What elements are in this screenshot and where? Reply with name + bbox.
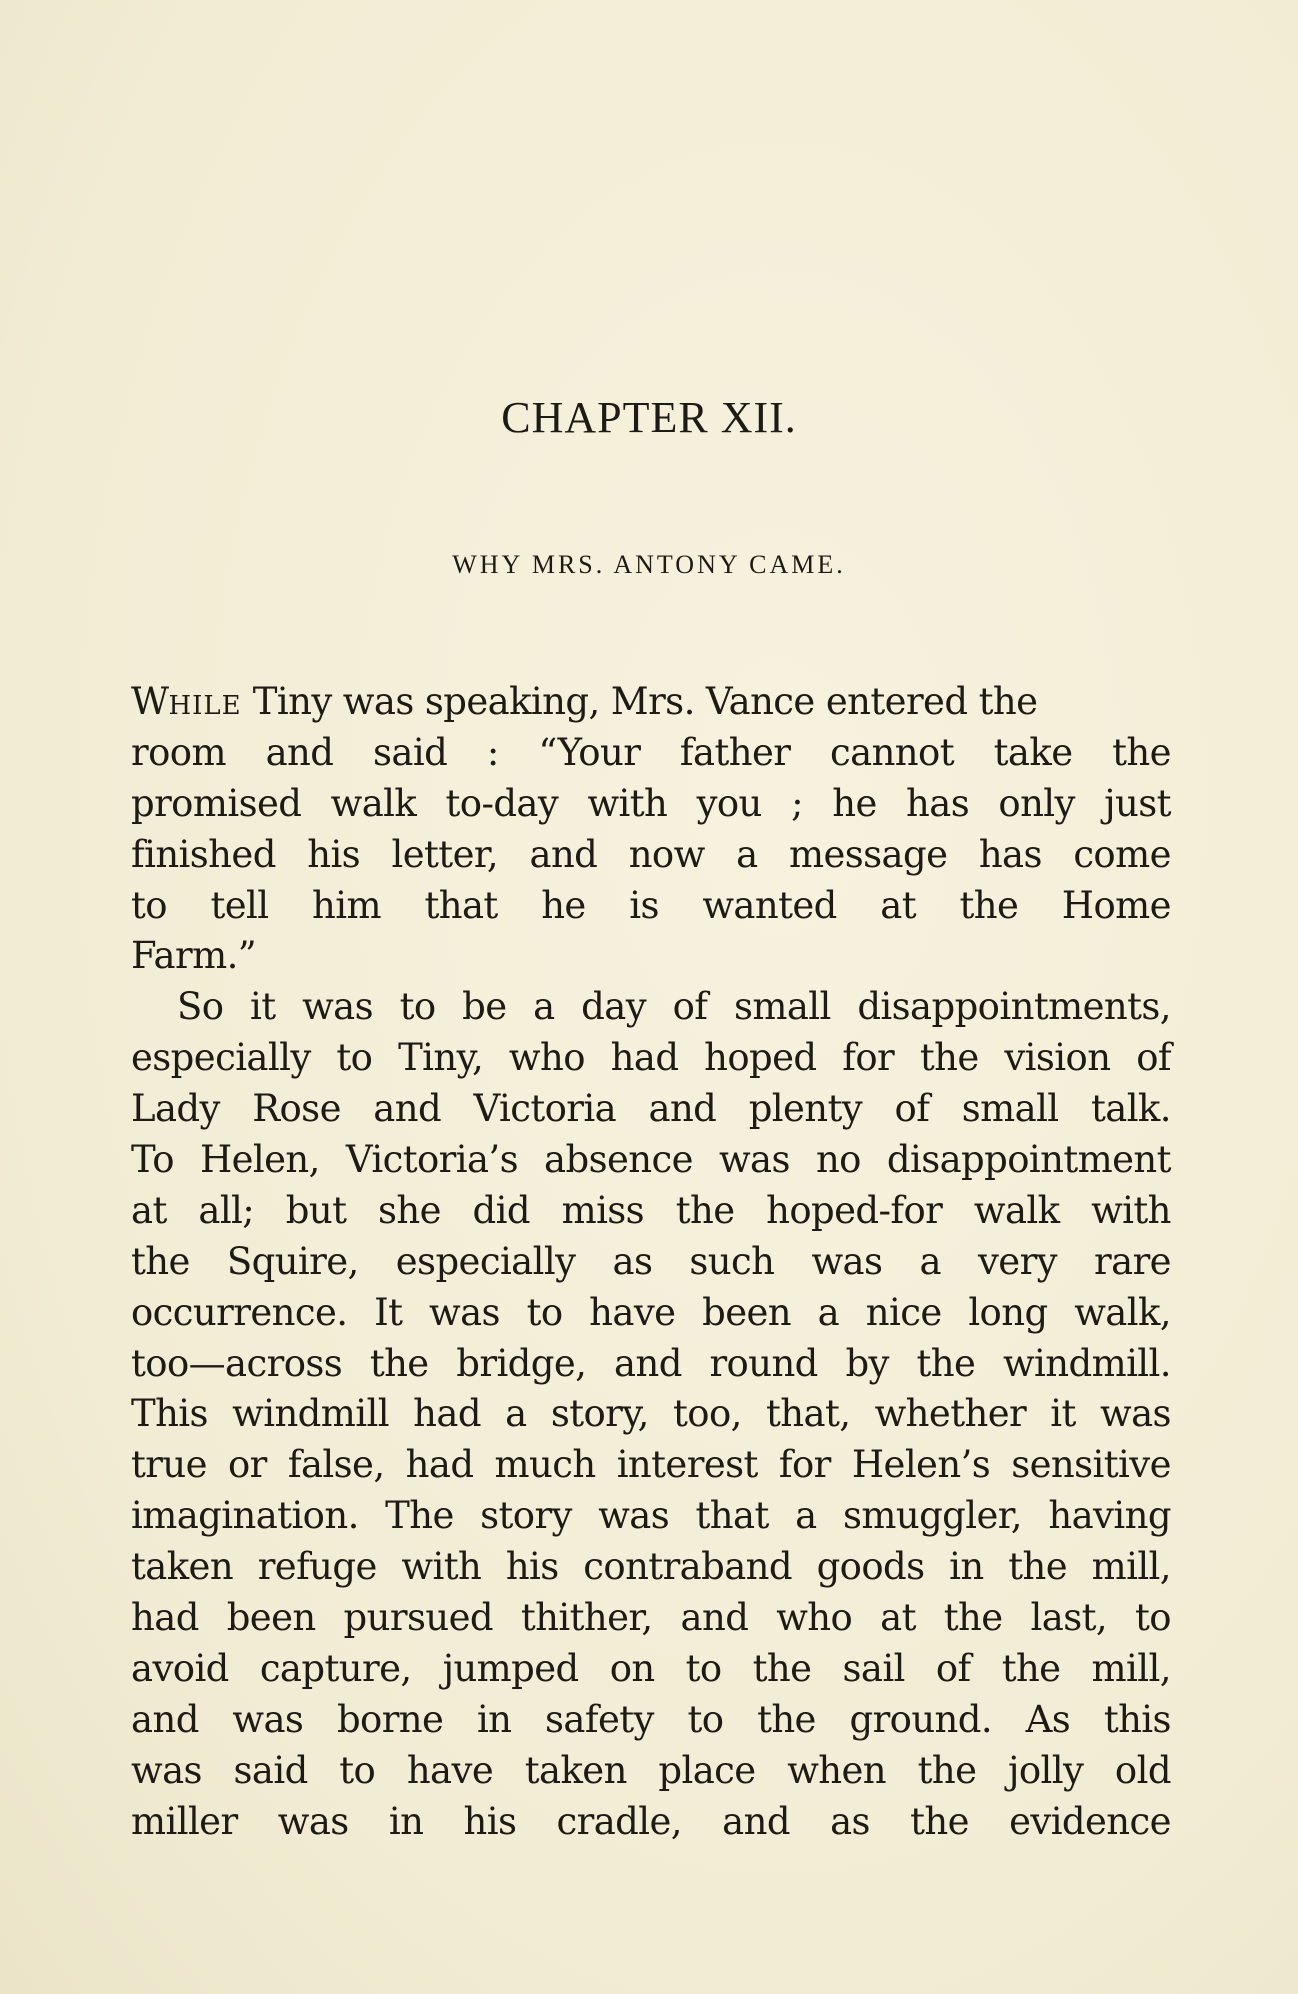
word: avoid: [131, 1646, 229, 1690]
word: with: [587, 781, 668, 825]
word: story,: [550, 1392, 649, 1436]
word: rare: [1094, 1239, 1171, 1283]
word: hoped-for: [766, 1188, 943, 1232]
word: was: [718, 1138, 790, 1182]
text-line: [131, 1237, 1171, 1288]
word: room: [131, 730, 226, 774]
word: father: [679, 730, 791, 774]
word: the: [919, 1036, 979, 1080]
word: To: [131, 1138, 174, 1182]
word: him: [312, 883, 381, 927]
word: false,: [287, 1443, 385, 1487]
word: this: [1103, 1697, 1171, 1741]
word: small: [733, 985, 831, 1029]
word: come: [1073, 832, 1171, 876]
word: had: [413, 1392, 481, 1436]
word: was: [598, 1494, 670, 1538]
word: with: [1091, 1188, 1171, 1232]
word: the: [916, 1341, 976, 1385]
text-line: Farm.”: [131, 934, 257, 978]
word: to-day: [445, 781, 559, 825]
word: plenty: [748, 1087, 863, 1131]
word: especially: [395, 1239, 576, 1283]
word: his: [307, 832, 361, 876]
text-line: [131, 1593, 1171, 1644]
word: promised: [131, 781, 302, 825]
word: story: [480, 1494, 572, 1538]
word: It: [374, 1290, 403, 1334]
chapter-title: CHAPTER XII.: [501, 393, 797, 442]
word: he: [541, 883, 586, 927]
word: The: [385, 1494, 454, 1538]
word: such: [689, 1239, 775, 1283]
word: the: [675, 1188, 735, 1232]
word: :: [486, 730, 499, 774]
word: it: [1050, 1392, 1076, 1436]
word: small: [961, 1087, 1059, 1131]
word: the: [910, 1799, 969, 1843]
text-line: [131, 1389, 1171, 1440]
word: that: [695, 1494, 769, 1538]
word: contraband: [583, 1545, 792, 1589]
word: As: [1025, 1697, 1071, 1741]
word: when: [787, 1748, 887, 1792]
text-line: [131, 1084, 1171, 1135]
word: bridge,: [456, 1341, 587, 1385]
word: walk,: [1074, 1290, 1171, 1334]
word: it: [250, 985, 276, 1029]
word: place: [658, 1748, 756, 1792]
text-line: [131, 1033, 1171, 1084]
word: the: [943, 1596, 1003, 1640]
word: very: [977, 1239, 1057, 1283]
word: Rose: [252, 1087, 341, 1131]
word: you: [696, 781, 762, 825]
word: nice: [865, 1290, 942, 1334]
word: a: [505, 1392, 527, 1436]
word: in: [949, 1545, 984, 1589]
word: tell: [210, 883, 269, 927]
word: that: [424, 883, 498, 927]
word: by: [845, 1341, 889, 1385]
word: to: [1134, 1596, 1171, 1640]
word: of: [935, 1646, 971, 1690]
word: was: [277, 1799, 349, 1843]
text-line: [131, 1186, 1171, 1237]
word: was: [811, 1239, 883, 1283]
word: he: [832, 781, 877, 825]
word: to: [339, 1748, 376, 1792]
word: said: [373, 730, 448, 774]
word: have: [406, 1748, 494, 1792]
word: walk: [330, 781, 417, 825]
text-line: [131, 677, 1171, 728]
word: Squire,: [226, 1239, 359, 1283]
first-line-text: Tiny was speaking, Mrs. Vance entered the: [241, 680, 1038, 723]
word: miller: [131, 1799, 238, 1843]
word: and: [265, 730, 334, 774]
word: of: [1136, 1036, 1171, 1080]
word: especially: [131, 1036, 311, 1080]
text-line: [131, 881, 1171, 932]
word: for: [842, 1036, 895, 1080]
word: in: [388, 1799, 424, 1843]
word: capture,: [259, 1646, 412, 1690]
word: had: [405, 1443, 474, 1487]
word: thither,: [520, 1596, 653, 1640]
word: with: [401, 1545, 482, 1589]
word: windmill: [232, 1392, 389, 1436]
word: goods: [816, 1545, 925, 1589]
word: to: [336, 1036, 373, 1080]
word: now: [628, 832, 705, 876]
word: take: [993, 730, 1073, 774]
word: a: [919, 1239, 941, 1283]
word: taken: [131, 1545, 234, 1589]
word: of: [894, 1087, 930, 1131]
word: evidence: [1009, 1799, 1171, 1843]
text-line: [131, 830, 1171, 881]
word: mill,: [1091, 1646, 1171, 1690]
word: finished: [131, 832, 276, 876]
small-caps-initial: W: [131, 680, 169, 723]
word: Helen’s: [851, 1443, 991, 1487]
word: taken: [524, 1748, 627, 1792]
word: she: [378, 1188, 441, 1232]
text-line: [131, 1695, 1171, 1746]
word: in: [476, 1697, 512, 1741]
word: his: [463, 1799, 517, 1843]
word: and: [680, 1596, 749, 1640]
word: to: [399, 985, 436, 1029]
word: long: [968, 1290, 1048, 1334]
word: the: [369, 1341, 429, 1385]
word: at: [131, 1188, 167, 1232]
word: a: [533, 985, 555, 1029]
word: Lady: [131, 1087, 220, 1131]
text-line: [131, 779, 1171, 830]
word: last,: [1030, 1596, 1108, 1640]
word: So: [177, 985, 224, 1029]
word: only: [998, 781, 1075, 825]
word: true: [131, 1443, 207, 1487]
word: the: [1008, 1545, 1067, 1589]
word: day: [581, 985, 647, 1029]
word: the: [131, 1239, 190, 1283]
word: as: [612, 1239, 653, 1283]
word: Victoria: [473, 1087, 617, 1131]
word: talk.: [1090, 1087, 1171, 1131]
word: of: [672, 985, 708, 1029]
word: who: [508, 1036, 585, 1080]
word: refuge: [257, 1545, 377, 1589]
text-line: [131, 1135, 1171, 1186]
text-line: [131, 1542, 1171, 1593]
word: Victoria’s: [345, 1138, 518, 1182]
word: the: [1001, 1646, 1061, 1690]
word: to: [685, 1646, 722, 1690]
word: for: [778, 1443, 831, 1487]
word: at: [880, 883, 916, 927]
word: absence: [544, 1138, 693, 1182]
word: cannot: [830, 730, 954, 774]
word: has: [978, 832, 1042, 876]
word: disappointment: [886, 1138, 1171, 1182]
word: was: [131, 1748, 202, 1792]
text-line: [131, 1288, 1171, 1339]
word: pursued: [343, 1596, 493, 1640]
first-line: [131, 677, 1037, 728]
word: and: [373, 1087, 442, 1131]
word: that,: [766, 1392, 851, 1436]
text-line: [131, 1491, 1171, 1542]
word: been: [226, 1596, 316, 1640]
word: did: [472, 1188, 530, 1232]
text-line: [131, 1797, 1171, 1848]
word: and: [529, 832, 598, 876]
word: who: [776, 1596, 853, 1640]
text-line: [131, 1644, 1171, 1695]
word: letter,: [391, 832, 499, 876]
word: miss: [561, 1188, 645, 1232]
word: and: [131, 1697, 199, 1741]
word: borne: [336, 1697, 444, 1741]
word: “Your: [538, 730, 641, 774]
word: just: [1104, 781, 1171, 825]
word: much: [494, 1443, 596, 1487]
word: hoped: [704, 1036, 817, 1080]
word: has: [906, 781, 970, 825]
word: and: [648, 1087, 717, 1131]
word: had: [131, 1596, 199, 1640]
word: interest: [616, 1443, 758, 1487]
word: was: [429, 1290, 500, 1334]
word: safety: [545, 1697, 654, 1741]
word: Tiny,: [398, 1036, 484, 1080]
word: as: [830, 1799, 870, 1843]
word: the: [959, 883, 1019, 927]
word: having: [1048, 1494, 1171, 1538]
word: sensitive: [1011, 1443, 1171, 1487]
word: or: [228, 1443, 267, 1487]
word: to: [687, 1697, 724, 1741]
text-line: [131, 982, 1171, 1033]
word: the: [752, 1646, 812, 1690]
word: was: [1100, 1392, 1171, 1436]
text-line: [131, 1339, 1171, 1390]
word: walk: [973, 1188, 1060, 1232]
word: was: [302, 985, 374, 1029]
word: at: [880, 1596, 916, 1640]
word: all;: [198, 1188, 255, 1232]
word: and: [722, 1799, 790, 1843]
body-text: [131, 677, 1171, 1847]
word: jolly: [1008, 1748, 1084, 1792]
word: windmill.: [1002, 1341, 1171, 1385]
word: whether: [874, 1392, 1027, 1436]
word: round: [709, 1341, 818, 1385]
word: the: [757, 1697, 816, 1741]
word: and: [614, 1341, 682, 1385]
word: Home: [1061, 883, 1171, 927]
word: smuggler,: [842, 1494, 1022, 1538]
word: to: [131, 883, 167, 927]
word: had: [610, 1036, 679, 1080]
word: sail: [842, 1646, 905, 1690]
word: his: [505, 1545, 559, 1589]
word: but: [285, 1188, 347, 1232]
text-line: [131, 728, 1171, 779]
word: is: [629, 883, 659, 927]
word: jumped: [442, 1646, 579, 1690]
word: too—across: [131, 1341, 343, 1385]
word: mill,: [1091, 1545, 1171, 1589]
word: have: [589, 1290, 676, 1334]
word: on: [609, 1646, 655, 1690]
word: old: [1114, 1748, 1171, 1792]
word: too,: [673, 1392, 742, 1436]
word: was: [232, 1697, 304, 1741]
word: Helen,: [199, 1138, 320, 1182]
word: ground.: [849, 1697, 993, 1741]
word: disappointments,: [857, 985, 1171, 1029]
word: This: [131, 1392, 208, 1436]
word: wanted: [702, 883, 837, 927]
word: vision: [1004, 1036, 1111, 1080]
word: imagination.: [131, 1494, 359, 1538]
word: been: [702, 1290, 792, 1334]
word: no: [815, 1138, 861, 1182]
word: said: [233, 1748, 308, 1792]
word: occurrence.: [131, 1290, 348, 1334]
word: cradle,: [556, 1799, 682, 1843]
word: be: [462, 985, 507, 1029]
word: a: [795, 1494, 817, 1538]
text-line: [131, 1440, 1171, 1491]
word: a: [736, 832, 758, 876]
word: the: [1112, 730, 1171, 774]
small-caps-rest: HILE: [168, 691, 242, 721]
word: the: [917, 1748, 977, 1792]
chapter-subtitle: WHY MRS. ANTONY CAME.: [452, 550, 846, 579]
word: a: [817, 1290, 840, 1334]
text-line: [131, 1746, 1171, 1797]
word: ;: [791, 781, 803, 825]
word: message: [788, 832, 948, 876]
word: to: [526, 1290, 563, 1334]
